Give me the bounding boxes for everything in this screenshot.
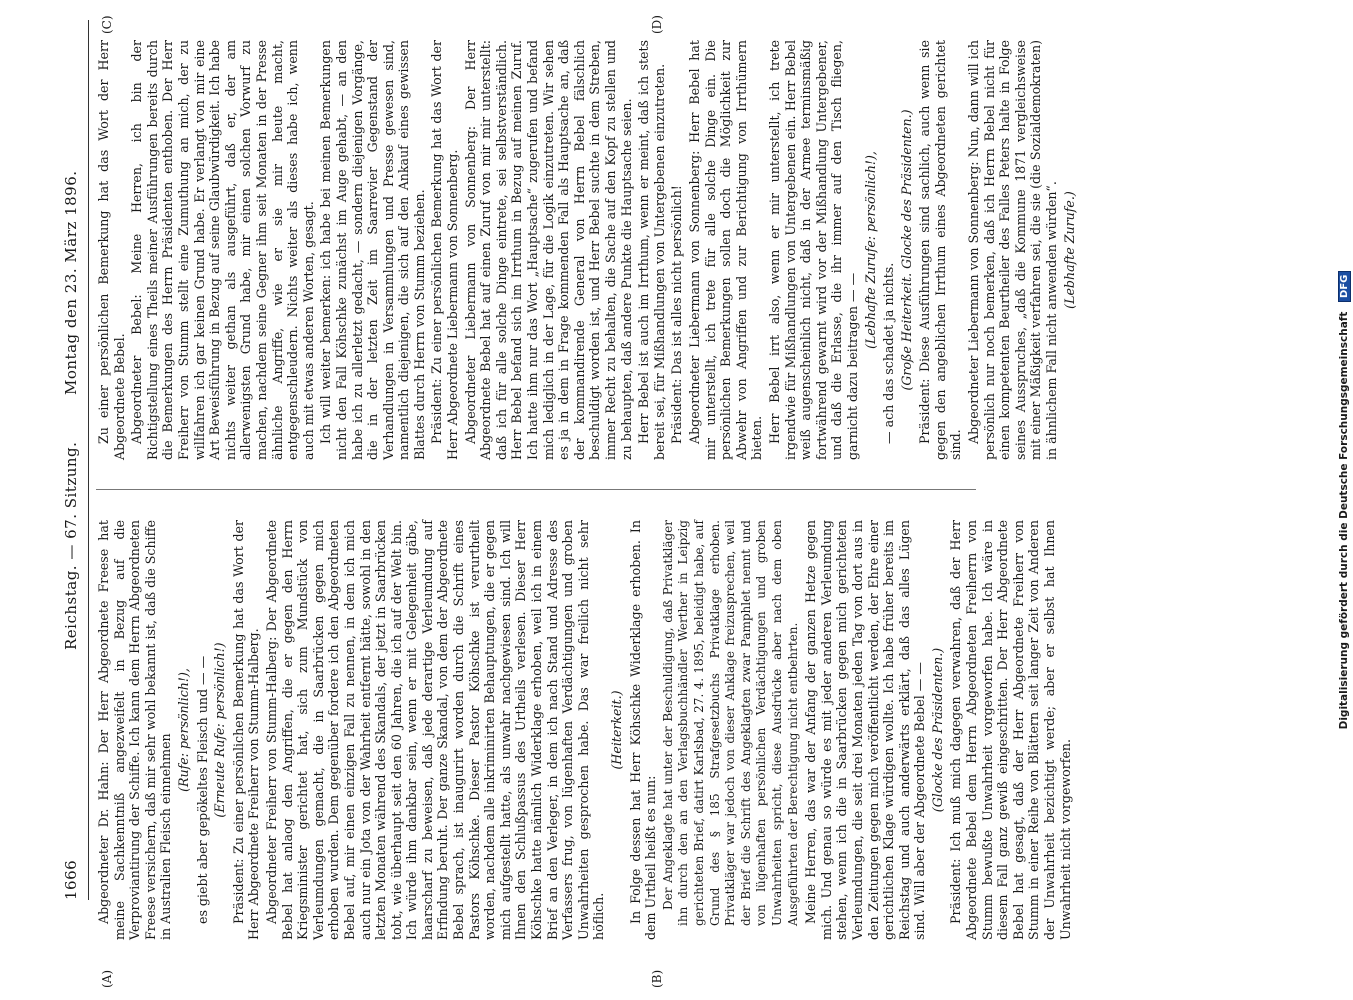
left-column (96, 520, 1075, 940)
interjection: (Rufe: persönlich!), (175, 668, 191, 792)
paragraph: Abgeordneter Liebermann von Sonnenberg: Der Herr Abgeordnete Bebel hat auf einen Zuruf von mir mir unterstellt: daß ich für alle solche Dinge eintrete, sei selbstverständlich. Herr Bebel befand sich im Irrthum in Bezug auf meinen Zuruf. Ich hatte ihm nur das Wort „Hauptsache“ zugerufen und befand mich lediglich in der Lage, für die Logik einzutreten. Wir sehen es ja in dem in Frage kommenden Fall als Hauptsache an, daß der kommandirende General von Herrn Bebel fälschlich beschuldigt worden ist, und Herr Bebel suchte in dem Streben, immer Recht zu behalten, die Sache auf den Kopf zu stellen und zu behaupten, daß andere Punkte die Hauptsache seien. (462, 40, 634, 460)
paragraph: Abgeordneter Liebermann von Sonnenberg: Herr Bebel hat mir unterstellt, ich trete für alle solche Dinge ein. Die persönlichen Bemerkungen sollen doch die Möglichkeit zur Abwehr von Angriffen und zur Berichtigung von Irrthümern bieten. (686, 40, 765, 460)
paragraph: Herr Bebel ist auch im Irrthum, wenn er meint, daß ich stets bereit sei, für Mißhandlungen von Untergebenen einzutreten. (636, 40, 667, 460)
interjection: (Lebhafte Zurufe.) (1061, 191, 1077, 309)
paragraph: — ach das schadet ja nichts. (881, 262, 897, 444)
paragraph: Zu einer persönlichen Bemerkung hat das Wort der Herr Abgeordnete Bebel. (96, 40, 127, 460)
dfg-logo: DFG (1338, 271, 1351, 302)
margin-marker-b: (B) (650, 969, 664, 988)
margin-marker-d: (D) (650, 15, 664, 34)
paragraph: Abgeordneter Bebel: Meine Herren, ich bin der Richtigstellung eines Theils meiner Ausführungen bereits durch die Bemerkungen des Herrn Präsidenten enthoben. Der Herr Freiherr von Stumm stellt eine Zumuthung an mich, der zu willfahren ich gar keinen Grund habe. Er verlangt von mir eine Art Beweisführung in Bezug auf seine Glaubwürdigkeit. Ich habe nichts weiter gethan als ausgeführt, daß er, der am allerwenigsten Grund habe, mir einen solchen Vorwurf zu machen, nachdem seine Gegner ihm seit Monaten in der Presse ähnliche Angriffe, wie er sie mir heute macht, entgegenschleudern. Nichts weiter als dieses habe ich, wenn auch mit etwas anderen Worten, gesagt. (129, 40, 316, 460)
paragraph: es giebt aber gepökeltes Fleisch und — — (194, 655, 210, 924)
paragraph: Präsident: Zu einer persönlichen Bemerkung hat das Wort der Herr Abgeordnete Freiherr von Stumm-Halberg. (230, 520, 262, 940)
paragraph: Abgeordneter Liebermann von Sonnenberg: Nun, dann will ich persönlich nur noch bemerken, daß ich Herrn Bebel nicht für einen kompetenten Beurtheiler des Falles Peters halte in Folge seines Ausspruches, „daß die Kommune 1871 vergleichsweise mit einer Mäßigkeit verfahren sei, die sie (die Sozialdemokraten) in ähnlichem Fall nicht anwenden würden“. (966, 40, 1060, 460)
margin-marker-c: (C) (100, 15, 114, 34)
session-date: Montag den 23. März 1896. (62, 170, 80, 395)
paragraph: Präsident: Das ist alles nicht persönlich! (669, 185, 685, 444)
paragraph: Präsident: Zu einer persönlichen Bemerkung hat das Wort der Herr Abgeordnete Liebermann von Sonnenberg. (429, 40, 461, 460)
paragraph: Herr Bebel irrt also, wenn er mir unterstellt, ich trete irgendwie für Mißhandlungen von Untergebenen ein. Herr Bebel weiß augenscheinlich nicht, daß in der Armee terminsmäßig fortwährend gewarnt wird vor der Mißhandlung Untergebener, und daß die Erlasse, die ihr immer auf den Tisch fliegen, garnicht dazu beitragen — — (766, 40, 860, 460)
paragraph: In Folge dessen hat Herr Köhschke Widerklage erhoben. In dem Urtheil heißt es nun: (627, 520, 659, 940)
header-rule (88, 20, 89, 900)
paragraph: Ich will weiter bemerken: ich habe bei meinen Bemerkungen nicht den Fall Köhschke zunächst im Auge gehabt, — an den habe ich zu allerletzt gedacht, — sondern diejenigen Vorgänge, die in der letzten Zeit im Saarrevier Gegenstand der Verhandlungen in Versammlungen und Presse gewesen sind, namentlich diejenigen, die sich auf den Ankauf eines gewissen Blattes durch Herrn von Stumm beziehen. (318, 40, 427, 460)
column-divider (96, 489, 976, 490)
paragraph: Abgeordneter Freiherr von Stumm-Halberg: Der Abgeordnete Bebel hat anlaog den Angriffen, die er gegen den Herrn Kriegsminister gerichtet hat, sich zum Mundstück von Verleumdungen gemacht, die in Saarbrücken gegen mich erhoben wurden. Dem gegenüber fordere ich den Abgeordneten Bebel auf, mir einen einzigen Fall zu nennen, in dem ich mich auch nur ein Jota von der Wahrheit entfernt hätte, sowohl in den letzten Monaten während des Skandals, der jetzt in Saarbrücken tobt, wie überhaupt seit den 60 Jahren, die ich auf der Welt bin. Ich würde ihm dankbar sein, wenn er mit Gelegenheit gäbe, haarscharf zu beweisen, daß jede derartige Verleumdung auf Erfindung beruht. Der ganze Skandal, von dem der Abgeordnete Bebel sprach, ist inaugurirt worden durch die Schrift eines Pastors Köhschke. Dieser Pastor Köhschke ist verurtheilt worden, nachdem alle inkriminirten Behauptungen, die er gegen mich aufgestellt hatte, als unwahr nachgewiesen sind. Ich will Ihnen den Schlußpassus des Urtheils verlesen. Dieser Herr Köhschke hatte nämlich Widerklage erhoben, weil ich in einem Brief an den Verleger, in dem ich nach Stand und Adresse des Verfassers frug, von lügenhaften Verdächtigungen und groben Unwahrheiten gesprochen habe. Das war freilich nicht sehr höflich. (263, 520, 607, 940)
interjection: (Große Heiterkeit. Glocke des Präsidenten.) (898, 109, 914, 391)
paragraph: Präsident: Ich muß mich dagegen verwahren, daß der Herr Abgeordnete Bebel dem Herrn Abgeordneten Freiherrn von Stumm bewußte Unwahrheit vorgeworfen habe. Ich wäre in diesem Fall ganz gewiß eingeschritten. Der Herr Abgeordnete Bebel hat gesagt, daß der Herr Abgeordnete Freiherr von Stumm in einer Reihe von Blättern seit langer Zeit von Anderen der Unwahrheit bezichtigt werde; aber er selbst hat Ihnen Unwahrheit nicht vorgeworfen. (948, 520, 1073, 940)
page-number: 1666 (62, 859, 80, 900)
credit-text: Digitalisierung gefördert durch die Deutsche Forschungsgemeinschaft (1338, 311, 1350, 730)
page-header (62, 20, 88, 900)
session-title: Reichstag. — 67. Sitzung. (62, 441, 80, 650)
quotation: Der Angeklagte hat unter der Beschuldigung, daß Privatkläger ihn durch den an den Verlagsbuchhändler Werther in Leipzig gerichteten Brief, datirt Karlsbad, 27. 4. 1895, beleidigt habe, auf Grund des § 185 Strafgesetzbuchs Privatklage erhoben. Privatkläger war jedoch von dieser Anklage freizusprechen, weil der Brief die Schrift des Angeklagten zwar Pamphlet nennt und von lügenhaften persönlichen Verdächtigungen und groben Unwahrheiten spricht, diese Ausdrücke aber nach dem oben Ausgeführten der Berechtigung nicht entbehrten. (660, 520, 800, 926)
paragraph: Abgeordneter Dr. Hahn: Der Herr Abgeordnete Freese hat meine Sachkenntniß angezweifelt in Bezug auf die Verproviantirung der Schiffe. Ich kann dem Herrn Abgeordneten Freese versichern, daß mir sehr wohl bekannt ist, daß die Schiffe in Australien Fleisch einnehmen (96, 520, 174, 940)
interjection: (Heiterkeit.) (609, 690, 624, 770)
margin-marker-a: (A) (100, 969, 114, 988)
interjection: (Glocke des Präsidenten.) (929, 647, 945, 813)
digitization-credit (1338, 10, 1351, 990)
right-column (96, 40, 1080, 460)
paragraph: Meine Herren, das war der Anfang der ganzen Hetze gegen mich. Und genau so würde es mit jeder anderen Verleumdung stehen, wenn ich die in Saarbrücken gegen mich gerichteten Verleumdungen, die seit drei Monaten jeden Tag von dort aus in den Zeitungen gegen mich veröffentlicht werden, der Ehre einer gerichtlichen Klage würdigen wollte. Ich habe früher bereits im Reichstag und auch anderwärts erklärt, daß das alles Lügen sind. Will aber der Abgeordnete Bebel — — (803, 520, 928, 940)
interjection: (Erneute Rufe: persönlich!) (212, 642, 228, 818)
interjection: (Lebhafte Zurufe: persönlich!), (862, 151, 878, 349)
paragraph: Präsident: Diese Ausführungen sind sachlich, auch wenn sie gegen den angeblichen Irrthum eines Abgeordneten gerichtet sind. (917, 40, 964, 460)
